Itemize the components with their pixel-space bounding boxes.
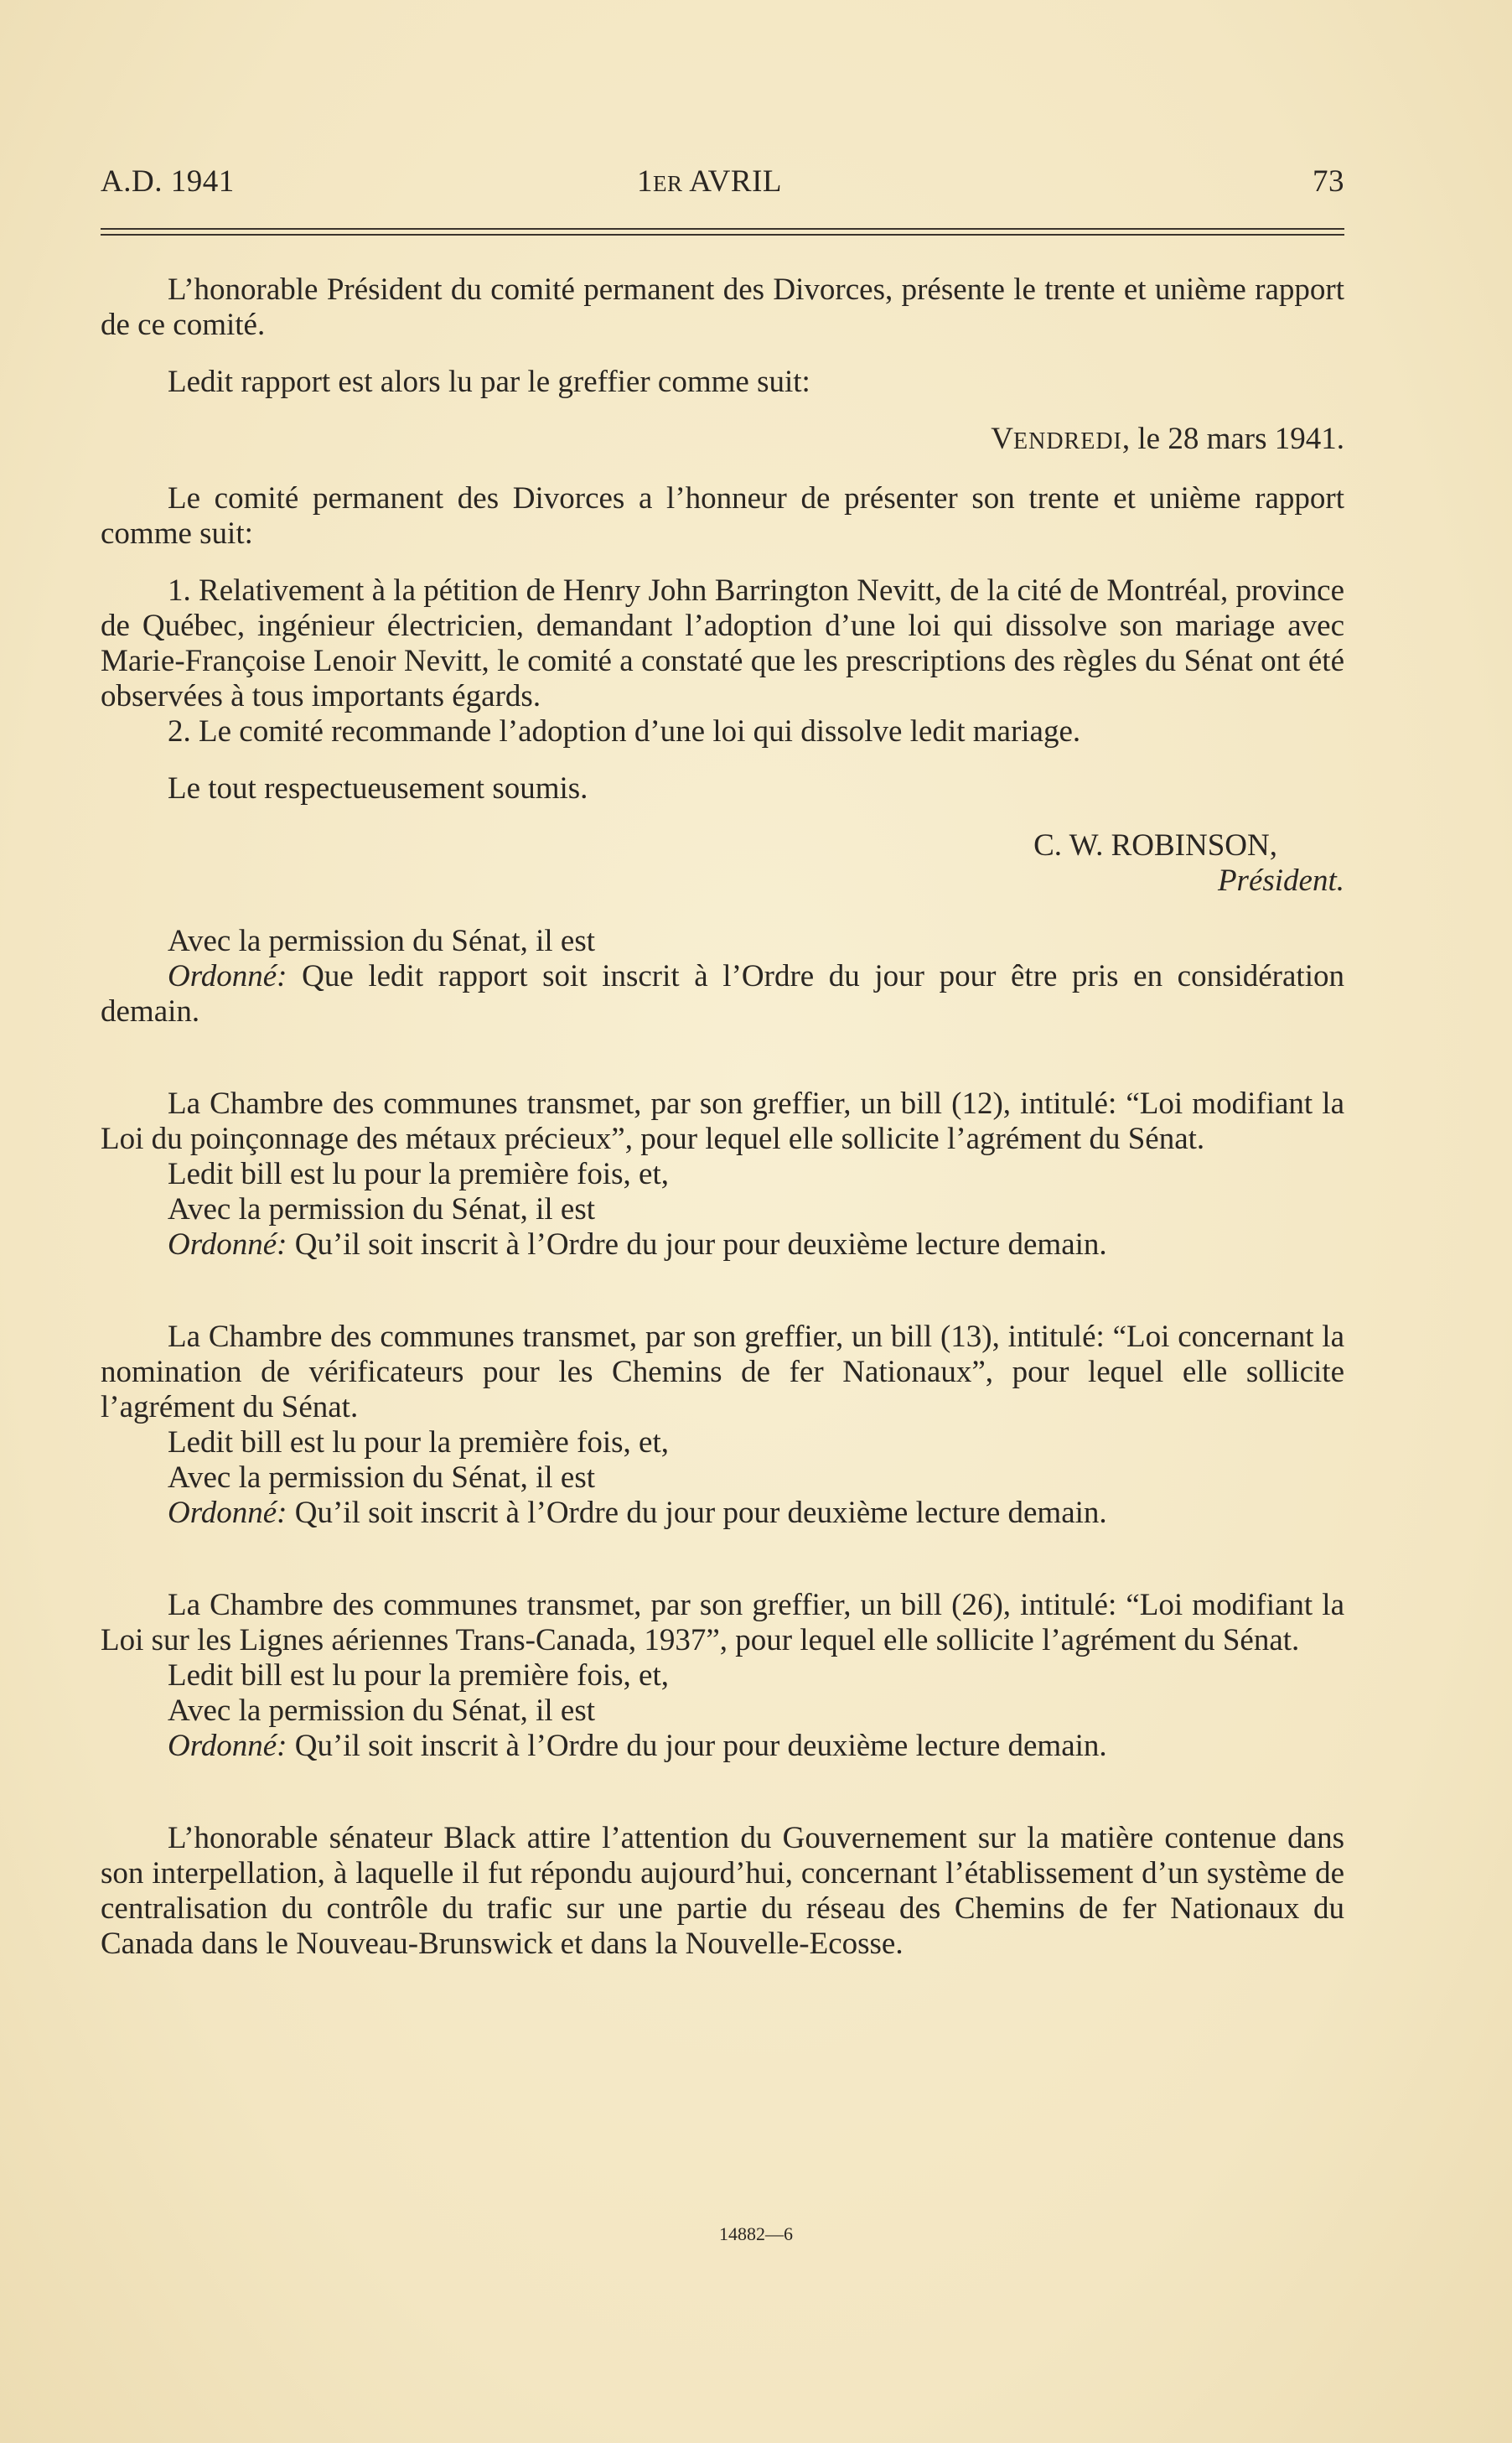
signature-title: Président. bbox=[1217, 864, 1344, 898]
report-read: Ledit rapport est alors lu par le greffier comme suit: bbox=[168, 365, 810, 399]
report-submitted: Le tout respectueusement soumis. bbox=[168, 771, 588, 806]
header-year: A.D. 1941 bbox=[101, 164, 235, 199]
bill-12-first-reading: Ledit bill est lu pour la première fois, et, bbox=[168, 1157, 669, 1191]
committee-honour: Le comité permanent des Divorces a l’honneur de présenter son trente et unième rapport comme suit: bbox=[101, 481, 1344, 551]
bill-13-message: La Chambre des communes transmet, par son greffier, un bill (13), intitulé: “Loi concernant la nomination de vérificateurs pour les Chemins de fer Nationaux”, pour lequel elle sollicite l’agrément du Sénat. bbox=[101, 1320, 1344, 1424]
header-rule-bottom bbox=[101, 234, 1344, 236]
page-header bbox=[101, 163, 1344, 205]
bill-26-message: La Chambre des communes transmet, par son greffier, un bill (26), intitulé: “Loi modifiant la Loi sur les Lignes aériennes Trans-Canada, 1937”, pour lequel elle sollicite l’agrément du Sénat. bbox=[101, 1588, 1344, 1657]
bill-13-permission: Avec la permission du Sénat, il est bbox=[168, 1460, 596, 1495]
report-item-2: 2. Le comité recommande l’adoption d’une loi qui dissolve ledit mariage. bbox=[168, 714, 1081, 749]
senator-black-paragraph: L’honorable sénateur Black attire l’attention du Gouvernement sur la matière contenue dans son interpellation, à laquelle il fut répondu aujourd’hui, concernant l’établissement d’un système de centralisation du contrôle du trafic sur une partie du réseau des Chemins de fer Nationaux du Canada dans le Nouveau-Brunswick et dans la Nouvelle-Ecosse. bbox=[101, 1821, 1344, 1961]
report-item-1: 1. Relativement à la pétition de Henry John Barrington Nevitt, de la cité de Montréal, province de Québec, ingénieur électricien, demandant l’adoption d’une loi qui dissolve son mariage avec Marie-Françoise Lenoir Nevitt, le comité a constaté que les prescriptions des règles du Sénat ont été observées à tous importants égards. bbox=[101, 573, 1344, 713]
header-date: 1ER AVRIL bbox=[637, 164, 782, 199]
printer-code: 14882—6 bbox=[719, 2223, 793, 2244]
bill-12-message: La Chambre des communes transmet, par son greffier, un bill (12), intitulé: “Loi modifiant la Loi du poinçonnage des métaux précieux”, pour lequel elle sollicite l’agrément du Sénat. bbox=[101, 1087, 1344, 1156]
bill-26-ordered: Ordonné: Qu’il soit inscrit à l’Ordre du jour pour deuxième lecture demain. bbox=[168, 1729, 1107, 1763]
permission-1: Avec la permission du Sénat, il est bbox=[168, 924, 596, 958]
bill-26-permission: Avec la permission du Sénat, il est bbox=[168, 1694, 596, 1728]
body-text bbox=[101, 272, 1344, 1962]
bill-13-first-reading: Ledit bill est lu pour la première fois, et, bbox=[168, 1425, 669, 1460]
ordered-1: Ordonné: Que ledit rapport soit inscrit à l’Ordre du jour pour être pris en considération demain. bbox=[101, 959, 1344, 1029]
signature-name: C. W. ROBINSON, bbox=[1033, 828, 1277, 863]
report-date: VENDREDI, le 28 mars 1941. bbox=[991, 422, 1344, 456]
page-number: 73 bbox=[1313, 164, 1344, 199]
header-rule-top bbox=[101, 228, 1344, 230]
bill-26-first-reading: Ledit bill est lu pour la première fois, et, bbox=[168, 1658, 669, 1693]
bill-12-permission: Avec la permission du Sénat, il est bbox=[168, 1192, 596, 1227]
bill-12-ordered: Ordonné: Qu’il soit inscrit à l’Ordre du jour pour deuxième lecture demain. bbox=[168, 1227, 1107, 1262]
report-intro: L’honorable Président du comité permanent des Divorces, présente le trente et unième rapport de ce comité. bbox=[101, 272, 1344, 342]
bill-13-ordered: Ordonné: Qu’il soit inscrit à l’Ordre du jour pour deuxième lecture demain. bbox=[168, 1496, 1107, 1530]
